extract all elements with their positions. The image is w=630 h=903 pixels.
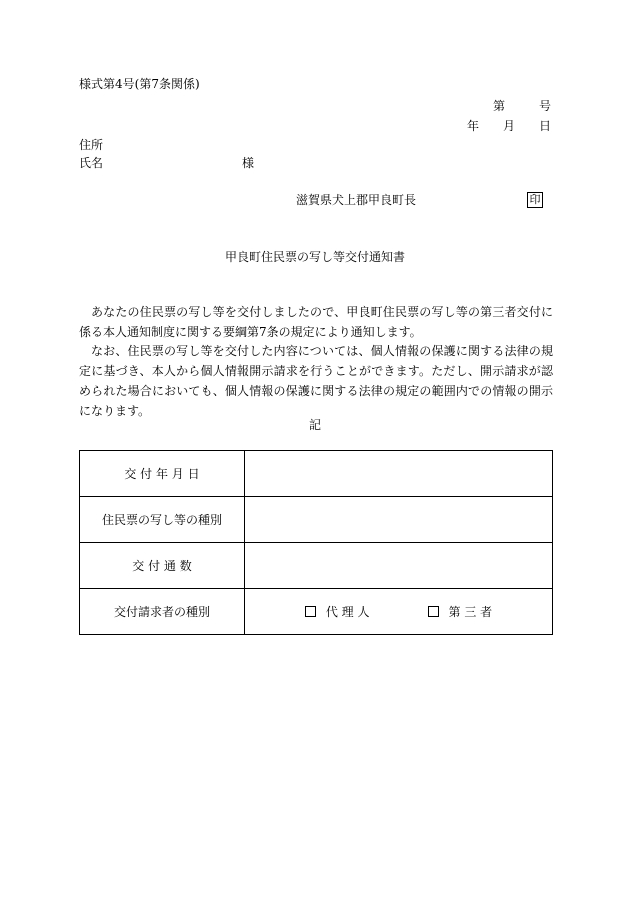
- address-label: 住所: [79, 138, 104, 152]
- table-row: [80, 497, 553, 543]
- table-row: [80, 589, 553, 635]
- honorific: 様: [242, 156, 255, 170]
- date-year: 年: [466, 119, 479, 133]
- requester-type-label: 交付請求者の種別: [80, 589, 245, 635]
- form-label: 様式第4号(第7条関係): [79, 77, 200, 91]
- document-title: 甲良町住民票の写し等交付通知書: [224, 250, 405, 264]
- number-prefix: 第: [492, 99, 505, 113]
- seal-mark: 印: [527, 192, 543, 208]
- body-paragraph-2: なお、住民票の写し等を交付した内容については、個人情報の保護に関する法律の規定に基づき、本人から個人情報開示請求を行うことができます。ただし、開示請求が認められた場合においても、個人情報の保護に関する法律の規定の範囲内での情報の開示になります。: [79, 344, 553, 418]
- table-row: [80, 543, 553, 589]
- copy-count-value: [245, 543, 553, 589]
- issue-date-value: [245, 451, 553, 497]
- document-date: [467, 120, 551, 132]
- number-suffix: 号: [538, 99, 551, 113]
- option-agent[interactable]: 代 理 人: [305, 606, 370, 618]
- table-row: [80, 451, 553, 497]
- date-month: 月: [502, 119, 515, 133]
- date-day: 日: [538, 119, 551, 133]
- third-party-checkbox[interactable]: [428, 606, 439, 617]
- issuer-name: 滋賀県犬上郡甲良町長: [296, 193, 417, 207]
- option-third-party[interactable]: 第 三 者: [428, 606, 493, 618]
- ki-heading: 記: [308, 418, 321, 432]
- details-table: [79, 450, 553, 635]
- document-type-value: [245, 497, 553, 543]
- agent-checkbox[interactable]: [305, 606, 316, 617]
- name-label: 氏名: [79, 156, 104, 170]
- copy-count-label: 交 付 通 数: [80, 543, 245, 589]
- requester-type-value: [245, 589, 553, 635]
- body-paragraph-1: あなたの住民票の写し等を交付しましたので、甲良町住民票の写し等の第三者交付に係る本人通知制度に関する要綱第7条の規定により通知します。: [79, 305, 553, 339]
- document-number: [493, 100, 551, 112]
- document-type-label: 住民票の写し等の種別: [80, 497, 245, 543]
- issue-date-label: 交 付 年 月 日: [80, 451, 245, 497]
